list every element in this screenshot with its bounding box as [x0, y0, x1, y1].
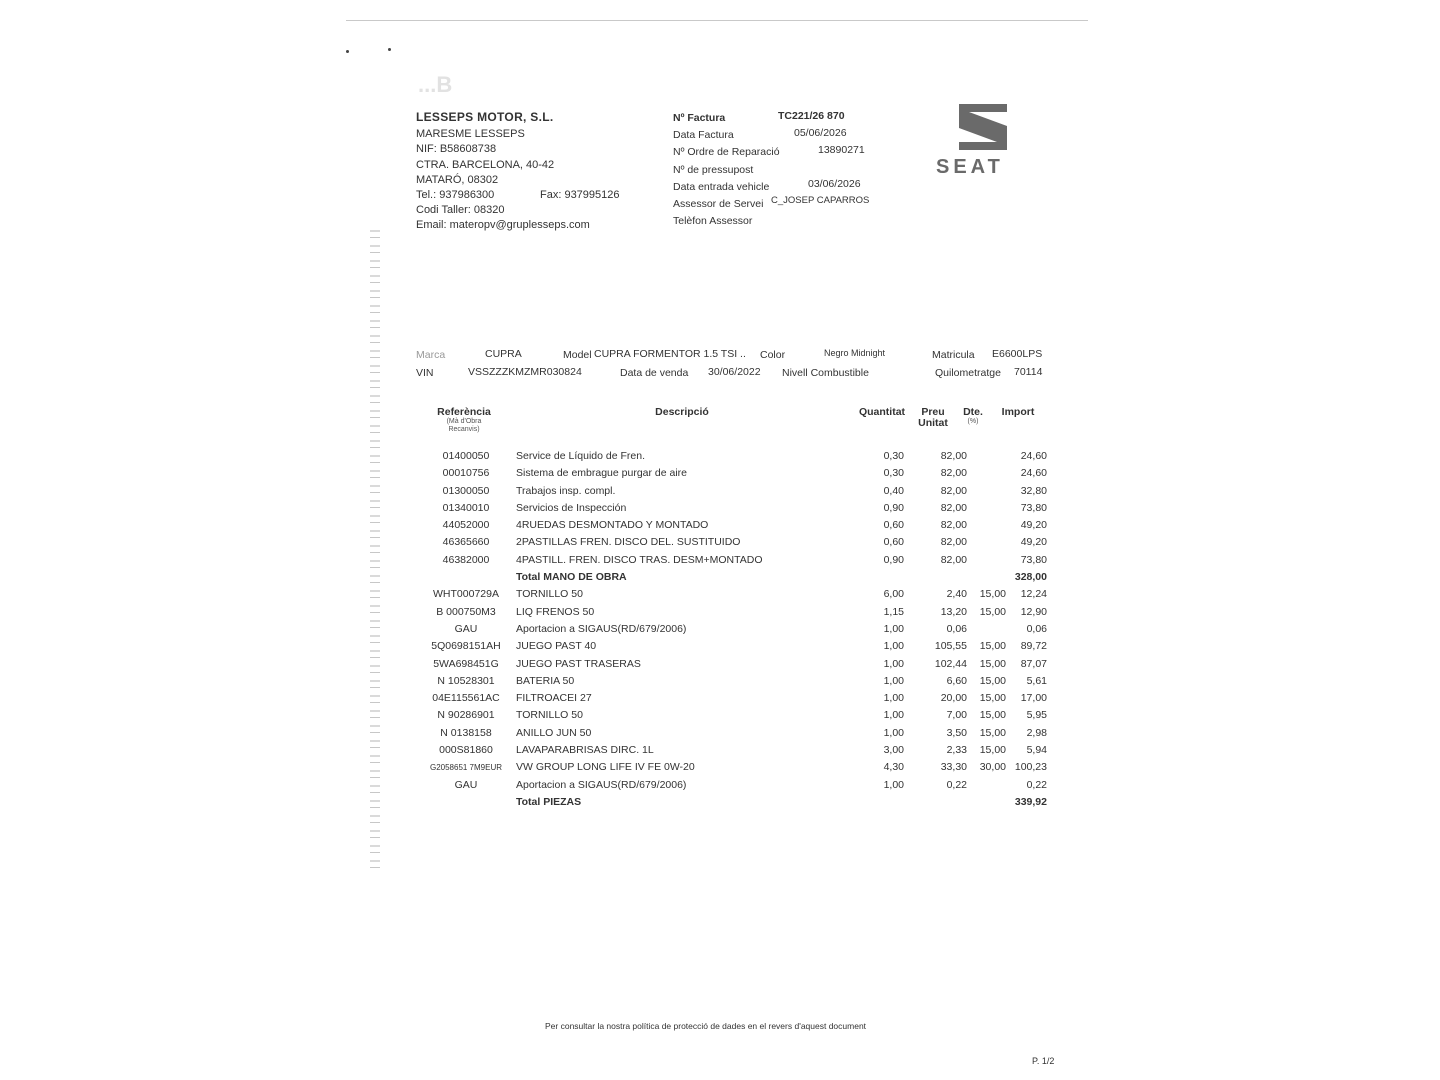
line-reference: 01300050: [442, 484, 490, 497]
line-unit-price: 7,00: [946, 709, 967, 722]
line-quantity: 4,30: [883, 761, 904, 774]
line-unit-price: 20,00: [940, 692, 967, 705]
line-discount: 15,00: [979, 640, 1006, 653]
line-discount: 15,00: [979, 709, 1006, 722]
line-unit-price: 2,40: [946, 588, 967, 601]
line-reference: 5WA698451G: [433, 657, 499, 670]
line-description: TORNILLO 50: [516, 709, 583, 722]
scan-dot: [346, 50, 349, 53]
line-quantity: 1,15: [883, 605, 904, 618]
model-label: Model: [563, 349, 592, 361]
line-description: BATERIA 50: [516, 674, 575, 687]
line-description: Sistema de embrague purgar de aire: [516, 467, 688, 480]
line-unit-price: 82,00: [940, 553, 967, 566]
line-description: Total MANO DE OBRA: [516, 571, 627, 584]
brand-value: CUPRA: [485, 348, 522, 360]
invoice-lines-table: [416, 448, 1047, 811]
line-unit-price: 82,00: [940, 484, 967, 497]
line-discount: [967, 465, 1006, 482]
header-unit-price-2: Unitat: [918, 417, 948, 429]
line-item-row: [416, 621, 1047, 638]
company-block: [416, 110, 590, 234]
line-amount: 89,72: [1020, 640, 1047, 653]
mileage-value: 70114: [1014, 366, 1043, 378]
line-amount: 5,94: [1026, 744, 1047, 757]
line-description: Trabajos insp. compl.: [516, 484, 616, 497]
line-reference: 04E115561AC: [432, 692, 500, 705]
line-unit-price: 13,20: [940, 605, 967, 618]
line-reference: N 90286901: [437, 709, 495, 722]
header-reference: [426, 407, 502, 434]
sale-date-value: 30/06/2022: [708, 366, 761, 378]
line-amount: 12,90: [1020, 605, 1047, 618]
line-reference: 01340010: [442, 501, 490, 514]
model-value: CUPRA FORMENTOR 1.5 TSI ..: [594, 348, 746, 360]
line-reference: 01400050: [442, 450, 490, 462]
header-unit-price-1: Preu: [921, 406, 945, 418]
line-amount: 49,20: [1020, 519, 1047, 532]
line-quantity: [866, 794, 904, 811]
line-item-row: [416, 707, 1047, 724]
line-amount: 12,24: [1020, 588, 1047, 601]
page-number: P. 1/2: [1032, 1056, 1055, 1066]
entry-date-label: Data entrada vehicle: [673, 180, 770, 193]
line-quantity: 0,60: [883, 519, 904, 532]
line-description: JUEGO PAST TRASERAS: [516, 657, 641, 670]
line-reference: 5Q0698151AH: [431, 640, 501, 653]
privacy-note: Per consultar la nostra política de protecció de dades en el revers d'aquest document: [545, 1021, 867, 1031]
company-codi-taller: Codi Taller: 08320: [416, 204, 505, 217]
line-amount: 24,60: [1020, 450, 1047, 462]
line-reference: N 0138158: [440, 726, 492, 739]
line-amount: 87,07: [1020, 657, 1047, 670]
line-discount: [967, 552, 1006, 569]
line-quantity: [866, 569, 904, 586]
scan-dot: [388, 48, 391, 51]
header-reference-title: Referència: [437, 406, 491, 418]
company-city: MATARÓ, 08302: [416, 173, 499, 186]
line-quantity: 1,00: [883, 657, 904, 670]
line-unit-price: 82,00: [940, 467, 967, 480]
line-item-row: [416, 638, 1047, 655]
line-description: 2PASTILLAS FREN. DISCO DEL. SUSTITUIDO: [516, 536, 741, 549]
line-unit-price: 0,06: [946, 622, 967, 635]
header-description: Descripció: [655, 406, 709, 418]
line-quantity: 1,00: [883, 640, 904, 653]
entry-date: 03/06/2026: [808, 178, 861, 190]
line-reference: WHT000729A: [433, 588, 499, 601]
line-description: Aportacion a SIGAUS(RD/679/2006): [516, 622, 687, 635]
top-rule: [346, 20, 1088, 21]
line-amount: 5,61: [1026, 674, 1047, 687]
line-discount: 15,00: [979, 744, 1006, 757]
line-unit-price: 102,44: [934, 657, 967, 670]
line-description: Aportacion a SIGAUS(RD/679/2006): [516, 778, 687, 791]
line-amount: 73,80: [1020, 501, 1047, 514]
line-unit-price: 0,22: [946, 778, 967, 791]
line-unit-price: [904, 794, 967, 811]
invoice-labels: [673, 110, 780, 230]
faint-mark: ...B: [418, 72, 453, 97]
line-description: ANILLO JUN 50: [516, 726, 592, 739]
plate-value: E6600LPS: [992, 348, 1043, 360]
line-discount: 15,00: [979, 726, 1006, 739]
line-description: 4PASTILL. FREN. DISCO TRAS. DESM+MONTADO: [516, 553, 763, 566]
line-quantity: 0,60: [883, 536, 904, 549]
line-unit-price: 33,30: [940, 761, 967, 774]
line-discount: 15,00: [979, 588, 1006, 601]
line-discount: [967, 621, 1006, 638]
line-quantity: 1,00: [883, 692, 904, 705]
line-amount: 24,60: [1020, 467, 1047, 480]
line-item-row: [416, 586, 1047, 603]
line-quantity: 0,90: [883, 553, 904, 566]
header-discount-1: Dte.: [963, 406, 983, 418]
line-amount: 339,92: [1014, 795, 1047, 808]
line-description: TORNILLO 50: [516, 588, 583, 601]
invoice-number: TC221/26 870: [778, 110, 845, 122]
line-item-row: [416, 742, 1047, 759]
line-discount: 15,00: [979, 605, 1006, 618]
line-discount: [967, 534, 1006, 551]
header-discount-2: (%): [967, 418, 979, 425]
line-amount: 49,20: [1020, 536, 1047, 549]
line-discount: [967, 483, 1006, 500]
line-reference: 46382000: [442, 553, 490, 566]
seat-logo-icon: [955, 102, 1011, 157]
line-discount: 15,00: [979, 692, 1006, 705]
line-quantity: 1,00: [883, 709, 904, 722]
line-reference: B 000750M3: [436, 605, 496, 618]
line-item-row: [416, 656, 1047, 673]
company-line2: MARESME LESSEPS: [416, 128, 525, 141]
vin-value: VSSZZZKMZMR030824: [468, 366, 582, 378]
advisor-name: C_JOSEP CAPARROS: [771, 195, 870, 206]
line-discount: [967, 517, 1006, 534]
line-quantity: 0,90: [883, 501, 904, 514]
line-reference: 46365660: [442, 536, 490, 549]
side-print-strip: [370, 230, 380, 870]
line-item-row: [416, 673, 1047, 690]
line-description: FILTROACEI 27: [516, 692, 592, 705]
repair-order-label: Nº Ordre de Reparació: [673, 146, 780, 159]
line-quantity: 1,00: [883, 778, 904, 791]
line-reference: G2058651 7M9EUR: [429, 763, 503, 773]
line-amount: 5,95: [1026, 709, 1047, 722]
line-unit-price: [904, 569, 967, 586]
color-label: Color: [760, 349, 786, 361]
line-unit-price: 82,00: [940, 501, 967, 514]
brand-wordmark: SEAT: [936, 156, 1004, 178]
brand-label: Marca: [416, 349, 446, 361]
line-quantity: 6,00: [883, 588, 904, 601]
line-amount: 0,06: [1026, 622, 1047, 635]
invoice-lines-body: [416, 448, 1047, 811]
line-reference: N 10528301: [437, 674, 495, 687]
plate-label: Matricula: [932, 349, 975, 361]
mileage-label: Quilometratge: [935, 367, 1001, 379]
header-discount: [958, 407, 988, 426]
line-amount: 100,23: [1014, 761, 1047, 774]
vin-label: VIN: [416, 367, 434, 379]
header-reference-sub1: (Mà d'Obra: [446, 418, 482, 425]
advisor-phone-label: Telèfon Assessor: [673, 215, 753, 228]
line-amount: 73,80: [1020, 553, 1047, 566]
line-unit-price: 6,60: [946, 674, 967, 687]
line-discount: [967, 569, 1006, 586]
line-discount: [967, 777, 1006, 794]
line-item-row: [416, 534, 1047, 551]
company-fax: Fax: 937995126: [540, 189, 620, 201]
line-description: JUEGO PAST 40: [516, 640, 597, 653]
estimate-label: Nº de pressupost: [673, 163, 754, 176]
line-quantity: 1,00: [883, 622, 904, 635]
line-discount: [967, 448, 1006, 465]
line-discount: 30,00: [979, 761, 1006, 774]
line-unit-price: 3,50: [946, 726, 967, 739]
line-description: VW GROUP LONG LIFE IV FE 0W-20: [516, 761, 695, 774]
line-item-row: [416, 517, 1047, 534]
line-unit-price: 2,33: [946, 744, 967, 757]
line-quantity: 0,30: [883, 467, 904, 480]
line-unit-price: 82,00: [940, 536, 967, 549]
line-item-row: [416, 465, 1047, 482]
color-value: Negro Midnight: [824, 348, 886, 358]
line-description: Total PIEZAS: [516, 795, 582, 808]
advisor-label: Assessor de Servei: [673, 198, 764, 211]
line-item-row: [416, 777, 1047, 794]
line-discount: [967, 794, 1006, 811]
line-description: 4RUEDAS DESMONTADO Y MONTADO: [516, 519, 709, 532]
line-item-row: [416, 483, 1047, 500]
invoice-date-label: Data Factura: [673, 129, 734, 142]
line-reference: [416, 794, 516, 811]
line-amount: 328,00: [1014, 571, 1047, 584]
line-description: LAVAPARABRISAS DIRC. 1L: [516, 744, 654, 757]
company-nif: NIF: B58608738: [416, 143, 497, 156]
line-reference: [416, 569, 516, 586]
invoice-date: 05/06/2026: [794, 127, 847, 139]
invoice-number-label: Nº Factura: [673, 112, 726, 124]
line-reference: 44052000: [442, 519, 490, 532]
line-unit-price: 82,00: [940, 450, 967, 462]
line-discount: 15,00: [979, 674, 1006, 687]
line-discount: [967, 500, 1006, 517]
header-unit-price: [912, 407, 954, 429]
line-item-row: [416, 500, 1047, 517]
company-email: Email: materopv@gruplesseps.com: [416, 219, 590, 232]
line-quantity: 1,00: [883, 726, 904, 739]
line-amount: 2,98: [1026, 726, 1047, 739]
line-item-row: [416, 690, 1047, 707]
line-amount: 17,00: [1020, 692, 1047, 705]
company-address: CTRA. BARCELONA, 40-42: [416, 158, 555, 171]
line-item-row: [416, 759, 1047, 776]
repair-order-number: 13890271: [818, 144, 865, 156]
line-quantity: 3,00: [883, 744, 904, 757]
line-amount: 32,80: [1020, 484, 1047, 497]
line-unit-price: 105,55: [934, 640, 967, 653]
line-description: Servicios de Inspección: [516, 501, 627, 514]
line-discount: 15,00: [979, 657, 1006, 670]
line-item-row: [416, 725, 1047, 742]
total-row: [416, 569, 1047, 586]
line-description: LIQ FRENOS 50: [516, 605, 595, 618]
line-amount: 0,22: [1026, 778, 1047, 791]
sale-date-label: Data de venda: [620, 367, 689, 379]
line-quantity: 0,40: [883, 484, 904, 497]
line-reference: 000S81860: [439, 744, 493, 757]
line-unit-price: 82,00: [940, 519, 967, 532]
header-quantity: Quantitat: [858, 406, 906, 418]
fuel-level-label: Nivell Combustible: [782, 367, 869, 379]
line-description: Service de Líquido de Fren.: [516, 450, 645, 462]
company-tel: Tel.: 937986300: [416, 189, 495, 202]
header-reference-sub2: Recanvis): [448, 426, 480, 433]
line-quantity: 1,00: [883, 674, 904, 687]
line-quantity: 0,30: [883, 450, 904, 462]
line-item-row: [416, 604, 1047, 621]
line-reference: 00010756: [442, 467, 490, 480]
company-name: LESSEPS MOTOR, S.L.: [416, 110, 554, 124]
line-reference: GAU: [454, 622, 478, 635]
total-row: [416, 794, 1047, 811]
line-item-row: [416, 448, 1047, 465]
line-reference: GAU: [454, 778, 478, 791]
header-amount: Import: [1001, 406, 1035, 418]
line-item-row: [416, 552, 1047, 569]
